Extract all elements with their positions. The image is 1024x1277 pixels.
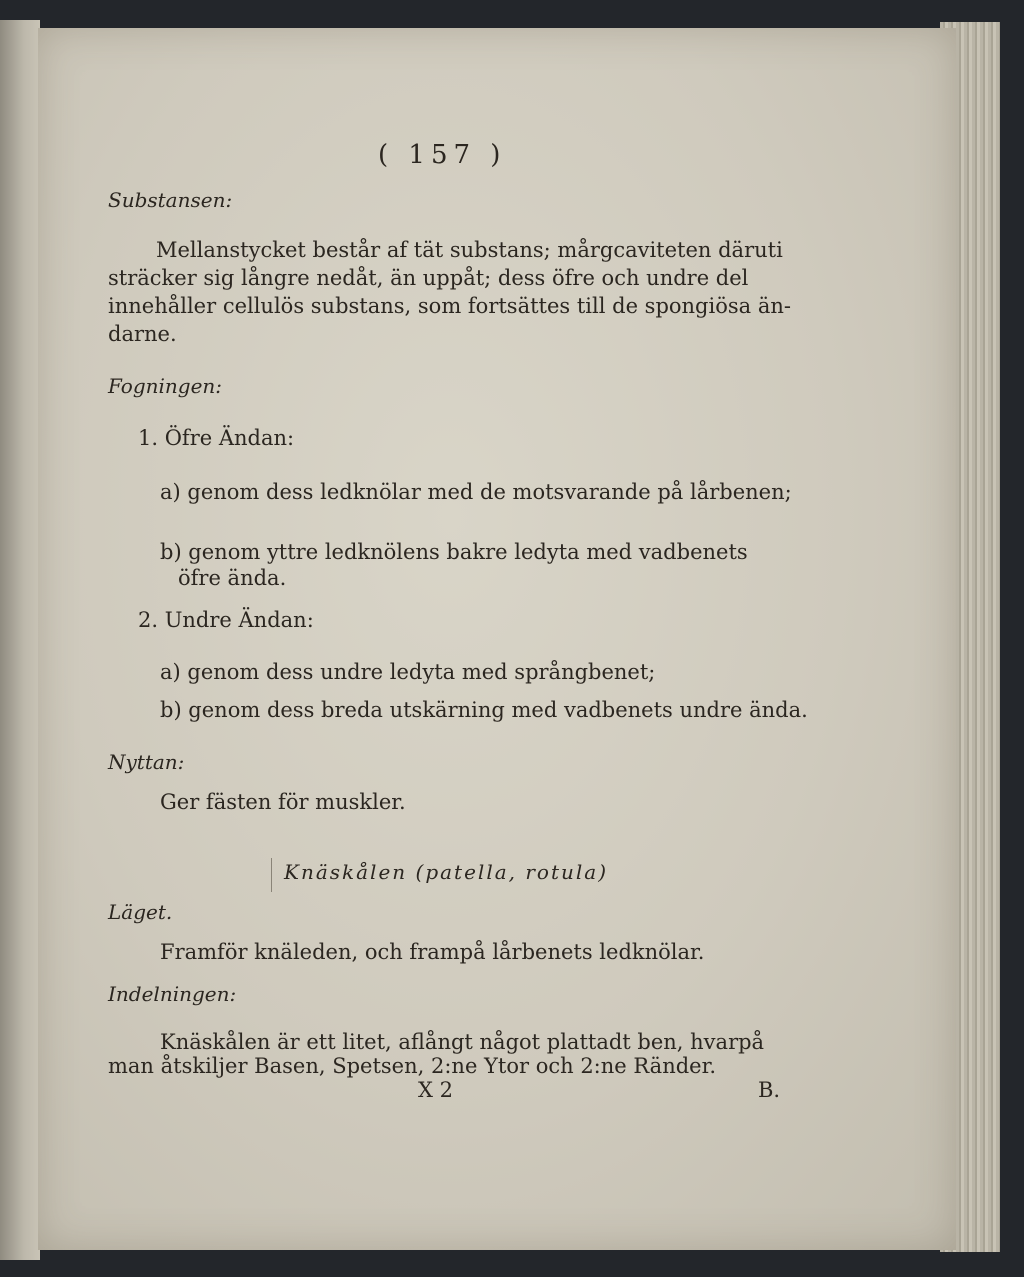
book-page [38, 28, 956, 1250]
fogningen-item2-b: b) genom dess breda utskärning med vadbenets undre ända. [160, 698, 808, 722]
fogningen-item1-label: 1. Öfre Ändan: [138, 426, 295, 450]
substansen-line: innehåller cellulös substans, som fortsättes till de spongiösa än- [108, 294, 791, 318]
section-title: Knäskålen (patella, rotula) [284, 860, 608, 884]
substansen-heading: Substansen: [108, 188, 233, 212]
print-mark [271, 858, 272, 892]
substansen-line: Mellanstycket består af tät substans; mårgcaviteten däruti [156, 238, 783, 262]
indelningen-line1: Knäskålen är ett litet, aflångt något plattadt ben, hvarpå [160, 1030, 765, 1054]
fogningen-item1-b-cont: öfre ända. [178, 566, 287, 590]
signature-mark: X 2 [418, 1078, 453, 1102]
fogningen-item2-label: 2. Undre Ändan: [138, 608, 314, 632]
substansen-paragraph [108, 236, 818, 348]
nyttan-text: Ger fästen för muskler. [160, 790, 406, 814]
laget-heading: Läget. [108, 900, 173, 924]
substansen-line: sträcker sig långre nedåt, än uppåt; dess öfre och undre del [108, 266, 749, 290]
book-left-edge [0, 20, 40, 1260]
catchword: B. [758, 1078, 781, 1102]
indelningen-line2: man åtskiljer Basen, Spetsen, 2:ne Ytor och 2:ne Ränder. [108, 1054, 716, 1078]
substansen-line: darne. [108, 322, 177, 346]
indelningen-heading: Indelningen: [108, 982, 237, 1006]
fogningen-item1-b: b) genom yttre ledknölens bakre ledyta med vadbenets [160, 540, 748, 564]
nyttan-heading: Nyttan: [108, 750, 185, 774]
laget-text: Framför knäleden, och frampå lårbenets ledknölar. [160, 940, 705, 964]
fogningen-item2-a: a) genom dess undre ledyta med språngbenet; [160, 660, 656, 684]
fogningen-item1-a: a) genom dess ledknölar med de motsvarande på lårbenen; [160, 480, 792, 504]
fogningen-heading: Fogningen: [108, 374, 223, 398]
page-number: ( 157 ) [378, 140, 507, 170]
